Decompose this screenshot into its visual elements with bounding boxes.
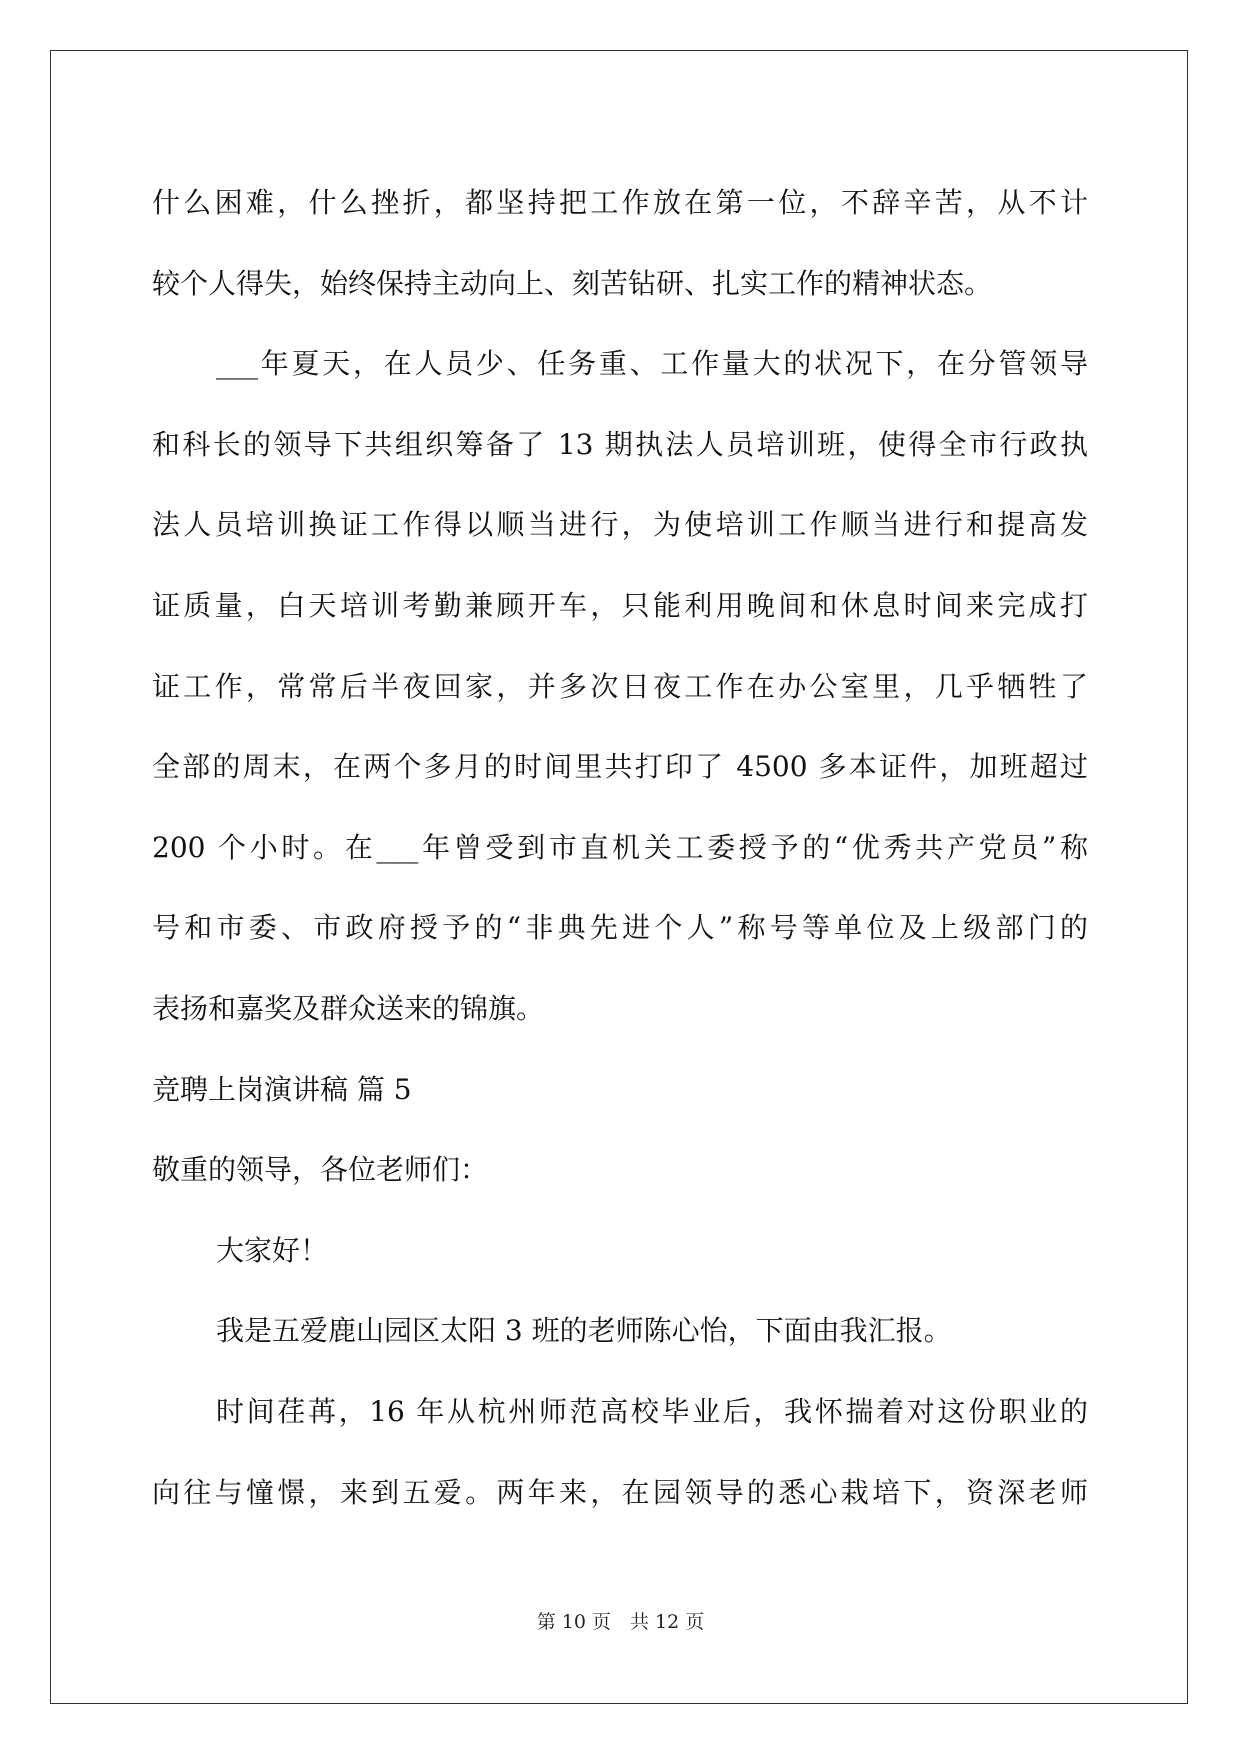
text-line: 大家好！ — [216, 1233, 329, 1267]
salutation — [152, 1130, 1088, 1211]
paragraph — [152, 324, 1088, 1049]
text-line: ___年夏天，在人员少、任务重、工作量大的状况下，在分管领导 — [216, 347, 1088, 381]
text-line: 较个人得失，始终保持主动向上、刻苦钻研、扎实工作的精神状态。 — [152, 266, 993, 300]
text-line: 200 个小时。在___年曾受到市直机关工委授予的“优秀共产党员”称 — [152, 830, 1088, 864]
text-line: 向往与憧憬，来到五爱。两年来，在园领导的悉心栽培下，资深老师 — [152, 1475, 1088, 1509]
text-line: 敬重的领导，各位老师们： — [152, 1153, 489, 1187]
text-line: 什么困难，什么挫折，都坚持把工作放在第一位，不辞辛苦，从不计 — [152, 186, 1088, 219]
text-line: 证质量，白天培训考勤兼顾开车，只能利用晚间和休息时间来完成打 — [152, 588, 1088, 622]
section-heading — [152, 1050, 1088, 1131]
text-line: 和科长的领导下共组织筹备了 13 期执法人员培训班，使得全市行政执 — [152, 427, 1088, 461]
text-line: 证工作，常常后半夜回家，并多次日夜工作在办公室里，几乎牺牲了 — [152, 669, 1088, 703]
document-body — [152, 163, 1088, 1533]
page-number: 第 10 页 共 12 页 — [536, 1611, 705, 1633]
text-line: 法人员培训换证工作得以顺当进行，为使培训工作顺当进行和提高发 — [152, 508, 1088, 542]
paragraph — [152, 163, 1088, 324]
text-line: 我是五爱鹿山园区太阳 3 班的老师陈心怡，下面由我汇报。 — [216, 1314, 952, 1348]
paragraph — [152, 1291, 1088, 1372]
text-line: 时间荏苒，16 年从杭州师范高校毕业后，我怀揣着对这份职业的 — [216, 1394, 1088, 1428]
text-line: 号和市委、市政府授予的“非典先进个人”称号等单位及上级部门的 — [152, 911, 1088, 945]
paragraph — [152, 1211, 1088, 1292]
paragraph — [152, 1372, 1088, 1533]
text-line: 表扬和嘉奖及群众送来的锦旗。 — [152, 991, 545, 1025]
heading-text: 竞聘上岗演讲稿 篇 5 — [152, 1072, 412, 1106]
text-line: 全部的周末，在两个多月的时间里共打印了 4500 多本证件，加班超过 — [152, 750, 1088, 784]
